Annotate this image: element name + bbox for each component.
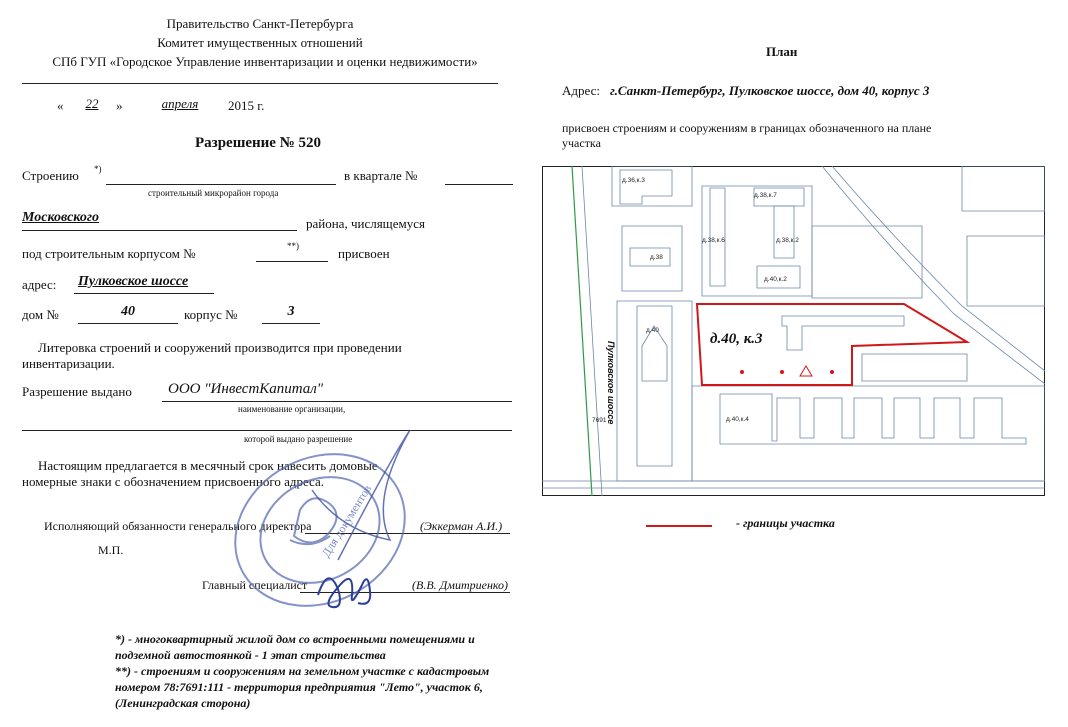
date-open-quote: « bbox=[57, 98, 64, 113]
assigned-label: присвоен bbox=[338, 246, 390, 261]
notice-text-1: Настоящим предлагается в месячный срок навесить домовые bbox=[38, 458, 378, 473]
map-label-0: д.36,к.3 bbox=[622, 177, 645, 184]
corpus-blank bbox=[256, 261, 328, 262]
acting-director-label: Исполняющий обязанности генерального директора bbox=[44, 519, 312, 533]
plan-assigned-line-2: участка bbox=[562, 136, 601, 150]
map-label-4: д.38 bbox=[650, 254, 663, 261]
building-label: Строению bbox=[22, 168, 79, 183]
map-label-2: д.38,к.6 bbox=[702, 237, 725, 244]
org-caption: наименование организации, bbox=[238, 404, 346, 414]
map-label-1: д.38,к.7 bbox=[754, 192, 777, 199]
liter-text-1: Литеровка строений и сооружений производится при проведении bbox=[38, 340, 402, 355]
block-number: 7691 bbox=[592, 417, 607, 424]
quarter-label: в квартале № bbox=[344, 168, 418, 183]
footnote-2-line-1: **) - строениям и сооружениям на земельном участке с кадастровым bbox=[115, 664, 490, 678]
stamp-place-label: М.П. bbox=[98, 543, 124, 557]
corpus-label: под строительным корпусом № bbox=[22, 246, 196, 261]
plot-label: д.40, к.3 bbox=[710, 331, 763, 347]
corpus-footnote-mark: **) bbox=[287, 241, 299, 251]
korpus-value: 3 bbox=[287, 304, 295, 319]
footnote-1-line-1: *) - многоквартирный жилой дом со встроенными помещениями и bbox=[115, 632, 475, 646]
map-label-3: д.38,к.2 bbox=[776, 237, 799, 244]
header-line-3: СПб ГУП «Городское Управление инвентаризации и оценки недвижимости» bbox=[52, 54, 478, 69]
legend-text: - границы участка bbox=[736, 516, 835, 530]
signature-mark-icon bbox=[310, 555, 390, 615]
date-day: 22 bbox=[85, 96, 99, 111]
building-blank bbox=[106, 184, 336, 185]
plan-address-value: г.Санкт-Петербург, Пулковское шоссе, дом 40, корпус 3 bbox=[610, 83, 930, 98]
district-label: района, числящемуся bbox=[306, 216, 425, 231]
date-year: 2015 г. bbox=[228, 98, 265, 113]
address-blank bbox=[74, 293, 214, 294]
issued-value: ООО "ИнвестКапитал" bbox=[168, 381, 324, 397]
footnote-1-line-2: подземной автостоянкой - 1 этап строительства bbox=[115, 648, 386, 662]
map-label-7: д.40,к.4 bbox=[726, 416, 749, 423]
issued-to-caption: которой выдано разрешение bbox=[244, 434, 353, 444]
quarter-blank bbox=[445, 184, 513, 185]
notice-text-2: номерные знаки с обозначением присвоенного адреса. bbox=[22, 474, 325, 489]
header-line-2: Комитет имущественных отношений bbox=[157, 35, 363, 50]
house-blank bbox=[78, 323, 178, 324]
plan-address-label: Адрес: bbox=[562, 83, 600, 98]
header-line-1: Правительство Санкт-Петербурга bbox=[166, 16, 354, 31]
house-label: дом № bbox=[22, 307, 59, 322]
plan-assigned-line-1: присвоен строениям и сооружениям в границах обозначенного на плане bbox=[562, 121, 932, 135]
building-footnote-mark: *) bbox=[94, 164, 102, 174]
acting-director-name: (Эккерман А.И.) bbox=[420, 519, 503, 533]
legend-swatch bbox=[646, 525, 712, 527]
chief-specialist-label: Главный специалист bbox=[202, 578, 308, 592]
stamp-text: Для документов bbox=[318, 482, 375, 560]
document-title: Разрешение № 520 bbox=[195, 135, 322, 151]
address-label: адрес: bbox=[22, 277, 57, 292]
plan-title: План bbox=[766, 44, 798, 59]
footnote-2-line-3: (Ленинградская сторона) bbox=[115, 696, 251, 710]
site-plan-map bbox=[542, 166, 1045, 496]
liter-text-2: инвентаризации. bbox=[22, 356, 115, 371]
map-label-6: д.40 bbox=[646, 327, 659, 334]
district-blank bbox=[22, 230, 297, 231]
korpus-label: корпус № bbox=[184, 307, 238, 322]
district-value: Московского bbox=[22, 210, 100, 225]
microdistrict-caption: строительный микрорайон города bbox=[148, 188, 279, 198]
header-rule bbox=[22, 83, 498, 84]
map-label-5: д.40,к.2 bbox=[764, 276, 787, 283]
address-value: Пулковское шоссе bbox=[78, 274, 189, 289]
korpus-blank bbox=[262, 323, 320, 324]
road-label: Пулковское шоссе bbox=[606, 341, 616, 425]
chief-specialist-name: (В.В. Дмитриенко) bbox=[412, 578, 509, 592]
date-month: апреля bbox=[161, 96, 199, 111]
issued-label: Разрешение выдано bbox=[22, 384, 132, 399]
date-close-quote: » bbox=[116, 98, 123, 113]
house-value: 40 bbox=[121, 304, 135, 319]
footnote-2-line-2: номером 78:7691:111 - территория предприятия "Лето", участок 6, bbox=[115, 680, 483, 694]
issued-blank bbox=[162, 401, 512, 402]
